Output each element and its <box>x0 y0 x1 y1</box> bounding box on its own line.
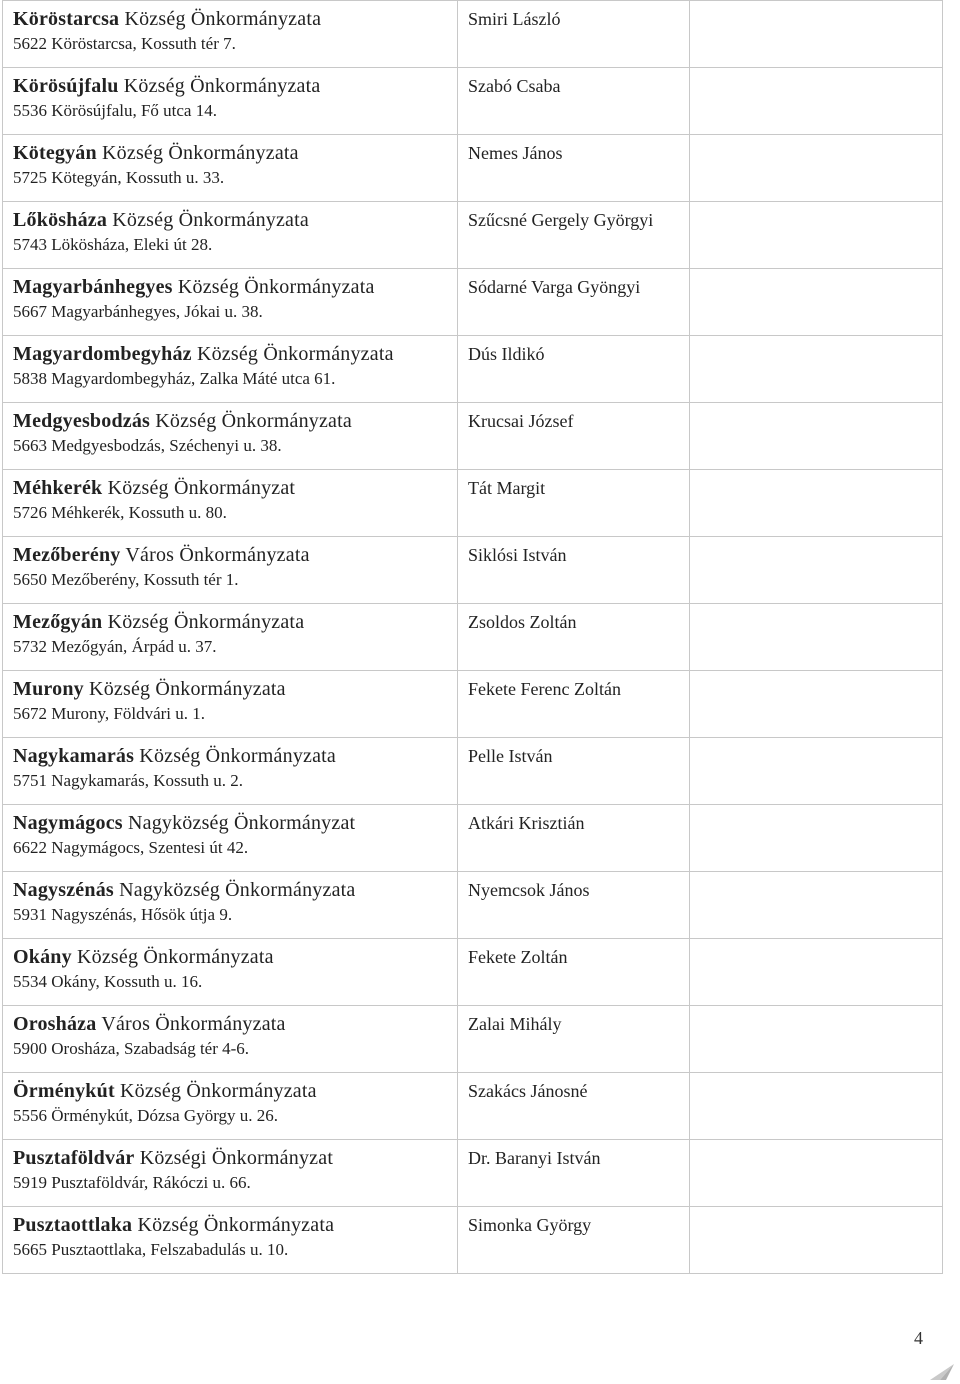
contact-person-cell <box>458 269 690 336</box>
place-name: Pusztaföldvár <box>13 1147 135 1169</box>
empty-cell <box>690 336 943 403</box>
contact-person-cell <box>458 939 690 1006</box>
contact-person: Krucsai József <box>468 411 574 431</box>
contact-person-cell <box>458 805 690 872</box>
government-type: Város Önkormányzata <box>125 544 310 566</box>
contact-person: Smiri László <box>468 9 561 29</box>
government-type: Község Önkormányzata <box>155 410 352 432</box>
municipality-entry <box>3 470 457 524</box>
place-name: Orosháza <box>13 1013 97 1035</box>
empty-cell <box>690 1006 943 1073</box>
table-row <box>3 68 943 135</box>
municipality-name <box>13 207 457 233</box>
municipality-cell <box>3 1073 458 1140</box>
municipality-cell <box>3 1 458 68</box>
municipality-address: 5726 Méhkerék, Kossuth u. 80. <box>13 503 227 522</box>
contact-person: Siklósi István <box>468 545 567 565</box>
table-row <box>3 202 943 269</box>
municipality-cell <box>3 1207 458 1274</box>
government-type: Község Önkormányzata <box>177 276 375 298</box>
empty-cell <box>690 269 943 336</box>
municipality-cell <box>3 403 458 470</box>
municipality-name <box>13 1078 457 1104</box>
contact-person: Szűcsné Gergely Györgyi <box>468 210 654 230</box>
place-name: Nagykamarás <box>13 745 135 767</box>
contact-person-cell <box>458 1140 690 1207</box>
table-row <box>3 403 943 470</box>
municipality-address: 5536 Körösújfalu, Fő utca 14. <box>13 101 217 120</box>
municipality-name <box>13 743 457 769</box>
table-row <box>3 1140 943 1207</box>
government-type: Község Önkormányzata <box>107 611 305 633</box>
municipality-cell <box>3 872 458 939</box>
municipality-address: 5900 Orosháza, Szabadság tér 4-6. <box>13 1039 250 1058</box>
contact-person: Fekete Ferenc Zoltán <box>468 679 621 699</box>
municipality-entry <box>3 68 457 122</box>
government-type: Község Önkormányzata <box>89 678 286 700</box>
municipality-address: 5732 Mezőgyán, Árpád u. 37. <box>13 637 217 656</box>
government-type: Községi Önkormányzat <box>139 1147 334 1169</box>
municipality-address: 5667 Magyarbánhegyes, Jókai u. 38. <box>13 302 263 321</box>
government-type: Község Önkormányzata <box>124 8 322 30</box>
place-name: Magyarbánhegyes <box>13 276 173 298</box>
table-row <box>3 939 943 1006</box>
municipality-name <box>13 542 457 568</box>
municipality-entry <box>3 671 457 725</box>
municipality-name <box>13 73 457 99</box>
empty-cell <box>690 470 943 537</box>
municipality-cell <box>3 1140 458 1207</box>
municipality-name <box>13 475 457 501</box>
municipality-entry <box>3 1 457 55</box>
table-row <box>3 604 943 671</box>
page-number: 4 <box>914 1328 923 1348</box>
municipality-name <box>13 944 457 970</box>
place-name: Méhkerék <box>13 477 103 499</box>
empty-cell <box>690 604 943 671</box>
contact-person: Dr. Baranyi István <box>468 1148 601 1168</box>
municipality-address: 5534 Okány, Kossuth u. 16. <box>13 972 203 991</box>
municipality-entry <box>3 872 457 926</box>
contact-person: Dús Ildikó <box>468 344 545 364</box>
empty-cell <box>690 671 943 738</box>
table-row <box>3 537 943 604</box>
contact-person-cell <box>458 202 690 269</box>
municipality-name <box>13 676 457 702</box>
empty-cell <box>690 202 943 269</box>
municipality-entry <box>3 805 457 859</box>
table-row <box>3 135 943 202</box>
empty-cell <box>690 1207 943 1274</box>
place-name: Lőkösháza <box>13 209 108 231</box>
municipality-entry <box>3 403 457 457</box>
contact-person: Szabó Csaba <box>468 76 561 96</box>
municipality-entry <box>3 738 457 792</box>
place-name: Kötegyán <box>13 142 97 164</box>
place-name: Magyardombegyház <box>13 343 192 365</box>
municipality-name <box>13 810 457 836</box>
municipality-name <box>13 1011 457 1037</box>
table-row <box>3 805 943 872</box>
government-type: Község Önkormányzata <box>139 745 337 767</box>
municipality-address: 5622 Köröstarcsa, Kossuth tér 7. <box>13 34 236 53</box>
contact-person: Nemes János <box>468 143 563 163</box>
place-name: Nagymágocs <box>13 812 123 834</box>
contact-person-cell <box>458 1073 690 1140</box>
municipality-cell <box>3 1006 458 1073</box>
empty-cell <box>690 872 943 939</box>
contact-person-cell <box>458 1 690 68</box>
place-name: Mezőberény <box>13 544 121 566</box>
municipality-address: 6622 Nagymágocs, Szentesi út 42. <box>13 838 249 857</box>
municipality-address: 5650 Mezőberény, Kossuth tér 1. <box>13 570 239 589</box>
government-type: Község Önkormányzat <box>107 477 296 499</box>
contact-person: Fekete Zoltán <box>468 947 568 967</box>
place-name: Örménykút <box>13 1080 115 1102</box>
empty-cell <box>690 1073 943 1140</box>
municipality-cell <box>3 336 458 403</box>
municipality-name <box>13 6 457 32</box>
government-type: Község Önkormányzata <box>112 209 309 231</box>
table-row <box>3 671 943 738</box>
municipality-cell <box>3 537 458 604</box>
contact-person-cell <box>458 872 690 939</box>
contact-person: Pelle István <box>468 746 553 766</box>
municipality-name <box>13 140 457 166</box>
empty-cell <box>690 135 943 202</box>
municipality-entry <box>3 336 457 390</box>
government-type: Nagyközség Önkormányzata <box>119 879 356 901</box>
municipality-entry <box>3 537 457 591</box>
table-row <box>3 269 943 336</box>
contact-person-cell <box>458 1006 690 1073</box>
contact-person-cell <box>458 68 690 135</box>
table-row <box>3 1073 943 1140</box>
table-row <box>3 336 943 403</box>
contact-person: Nyemcsok János <box>468 880 590 900</box>
government-type: Község Önkormányzata <box>123 75 321 97</box>
municipality-name <box>13 877 457 903</box>
place-name: Murony <box>13 678 84 700</box>
municipality-address: 5725 Kötegyán, Kossuth u. 33. <box>13 168 225 187</box>
municipality-name <box>13 274 457 300</box>
page-curl-icon <box>928 1360 956 1382</box>
municipality-cell <box>3 671 458 738</box>
municipality-cell <box>3 805 458 872</box>
table-row <box>3 738 943 805</box>
municipality-name <box>13 1212 457 1238</box>
contact-person-cell <box>458 470 690 537</box>
empty-cell <box>690 939 943 1006</box>
municipality-address: 5931 Nagyszénás, Hősök útja 9. <box>13 905 233 924</box>
municipality-cell <box>3 738 458 805</box>
municipality-cell <box>3 470 458 537</box>
place-name: Nagyszénás <box>13 879 114 901</box>
municipality-name <box>13 609 457 635</box>
government-type: Község Önkormányzata <box>137 1214 335 1236</box>
empty-cell <box>690 537 943 604</box>
place-name: Okány <box>13 946 72 968</box>
contact-person-cell <box>458 671 690 738</box>
municipality-address: 5919 Pusztaföldvár, Rákóczi u. 66. <box>13 1173 251 1192</box>
municipality-entry <box>3 1140 457 1194</box>
municipality-entry <box>3 135 457 189</box>
place-name: Köröstarcsa <box>13 8 120 30</box>
table-row <box>3 1 943 68</box>
empty-cell <box>690 1140 943 1207</box>
municipality-address: 5743 Lökösháza, Eleki út 28. <box>13 235 213 254</box>
government-type: Község Önkormányzata <box>77 946 274 968</box>
contact-person: Atkári Krisztián <box>468 813 585 833</box>
municipality-address: 5665 Pusztaottlaka, Felszabadulás u. 10. <box>13 1240 289 1259</box>
table-row <box>3 1006 943 1073</box>
contact-person-cell <box>458 604 690 671</box>
table-row <box>3 1207 943 1274</box>
place-name: Medgyesbodzás <box>13 410 151 432</box>
municipality-name <box>13 408 457 434</box>
empty-cell <box>690 805 943 872</box>
government-type: Község Önkormányzata <box>102 142 299 164</box>
municipality-address: 5672 Murony, Földvári u. 1. <box>13 704 206 723</box>
table-row <box>3 872 943 939</box>
place-name: Pusztaottlaka <box>13 1214 133 1236</box>
municipality-cell <box>3 269 458 336</box>
contact-person-cell <box>458 135 690 202</box>
table-row <box>3 470 943 537</box>
contact-person-cell <box>458 403 690 470</box>
contact-person-cell <box>458 537 690 604</box>
contact-person: Simonka György <box>468 1215 592 1235</box>
municipality-entry <box>3 1073 457 1127</box>
government-type: Város Önkormányzata <box>101 1013 286 1035</box>
government-type: Nagyközség Önkormányzat <box>127 812 356 834</box>
municipality-cell <box>3 68 458 135</box>
contact-person: Tát Margit <box>468 478 546 498</box>
contact-person: Szakács Jánosné <box>468 1081 588 1101</box>
empty-cell <box>690 68 943 135</box>
contact-person-cell <box>458 336 690 403</box>
municipality-address: 5556 Örménykút, Dózsa György u. 26. <box>13 1106 279 1125</box>
municipality-cell <box>3 135 458 202</box>
municipality-entry <box>3 939 457 993</box>
contact-person-cell <box>458 738 690 805</box>
municipality-cell <box>3 604 458 671</box>
municipality-cell <box>3 939 458 1006</box>
place-name: Körösújfalu <box>13 75 119 97</box>
table-body <box>3 1 943 1274</box>
empty-cell <box>690 1 943 68</box>
place-name: Mezőgyán <box>13 611 103 633</box>
municipality-address: 5663 Medgyesbodzás, Széchenyi u. 38. <box>13 436 282 455</box>
contact-person: Zsoldos Zoltán <box>468 612 577 632</box>
municipality-entry <box>3 269 457 323</box>
municipality-table <box>2 0 943 1274</box>
municipality-entry <box>3 604 457 658</box>
municipality-entry <box>3 202 457 256</box>
government-type: Község Önkormányzata <box>196 343 394 365</box>
municipality-name <box>13 341 457 367</box>
municipality-entry <box>3 1207 457 1261</box>
empty-cell <box>690 403 943 470</box>
empty-cell <box>690 738 943 805</box>
municipality-name <box>13 1145 457 1171</box>
contact-person: Sódarné Varga Gyöngyi <box>468 277 641 297</box>
government-type: Község Önkormányzata <box>120 1080 317 1102</box>
municipality-address: 5751 Nagykamarás, Kossuth u. 2. <box>13 771 243 790</box>
contact-person: Zalai Mihály <box>468 1014 562 1034</box>
municipality-entry <box>3 1006 457 1060</box>
municipality-cell <box>3 202 458 269</box>
municipality-address: 5838 Magyardombegyház, Zalka Máté utca 61. <box>13 369 336 388</box>
contact-person-cell <box>458 1207 690 1274</box>
